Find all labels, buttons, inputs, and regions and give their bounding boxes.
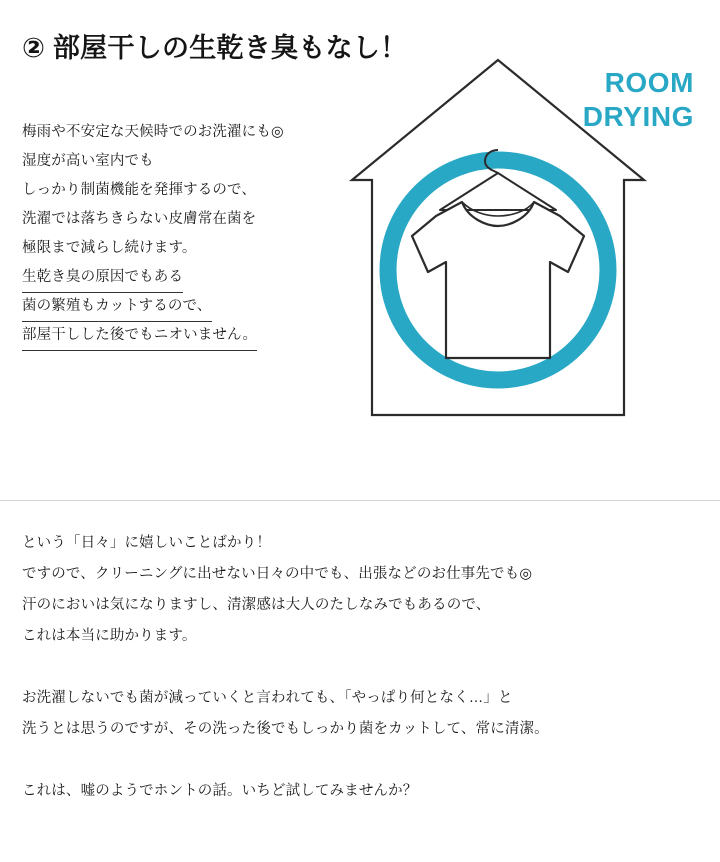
paragraph [22, 528, 698, 652]
body-line: 洗濯では落ちきらない皮膚常在菌を [22, 211, 257, 227]
body-copy [22, 118, 352, 350]
body-line-underlined: 生乾き臭の原因でもある [22, 264, 183, 293]
room-drying-label [583, 66, 694, 134]
paragraph-line: という「日々」に嬉しいことばかり！ [22, 535, 271, 551]
body-line: しっかり制菌機能を発揮するので、 [22, 182, 257, 198]
section-divider [0, 500, 720, 501]
room-drying-label-line2: DRYING [582, 101, 694, 132]
room-drying-label-line1: ROOM [604, 67, 694, 98]
paragraph-line: お洗濯しないでも菌が減っていくと言われても、「やっぱり何となく…」と [22, 690, 513, 706]
body-line: 梅雨や不安定な天候時でのお洗濯にも◎ [22, 124, 284, 140]
paragraph [22, 683, 698, 745]
paragraph-line: 汗のにおいは気になりますし、清潔感は大人のたしなみでもあるので、 [22, 597, 491, 613]
paragraph-line: ですので、クリーニングに出せない日々の中でも、出張などのお仕事先でも◎ [22, 566, 533, 582]
section-closing-copy [22, 528, 698, 807]
tshirt-icon [412, 202, 584, 358]
body-line: 湿度が高い室内でも [22, 153, 154, 169]
room-drying-illustration [340, 40, 710, 440]
body-line-underlined: 菌の繁殖もカットするので、 [22, 293, 212, 322]
body-line: 極限まで減らし続けます。 [22, 240, 197, 256]
paragraph-line: これは、嘘のようでホントの話。いちど試してみませんか？ [22, 783, 418, 799]
page-title: ② 部屋干しの生乾き臭もなし！ [22, 33, 408, 63]
body-line-underlined: 部屋干しした後でもニオいません。 [22, 322, 257, 351]
paragraph [22, 776, 698, 807]
paragraph-line: 洗うとは思うのですが、その洗った後でもしっかり菌をカットして、常に清潔。 [22, 721, 549, 737]
paragraph-line: これは本当に助かります。 [22, 628, 197, 644]
